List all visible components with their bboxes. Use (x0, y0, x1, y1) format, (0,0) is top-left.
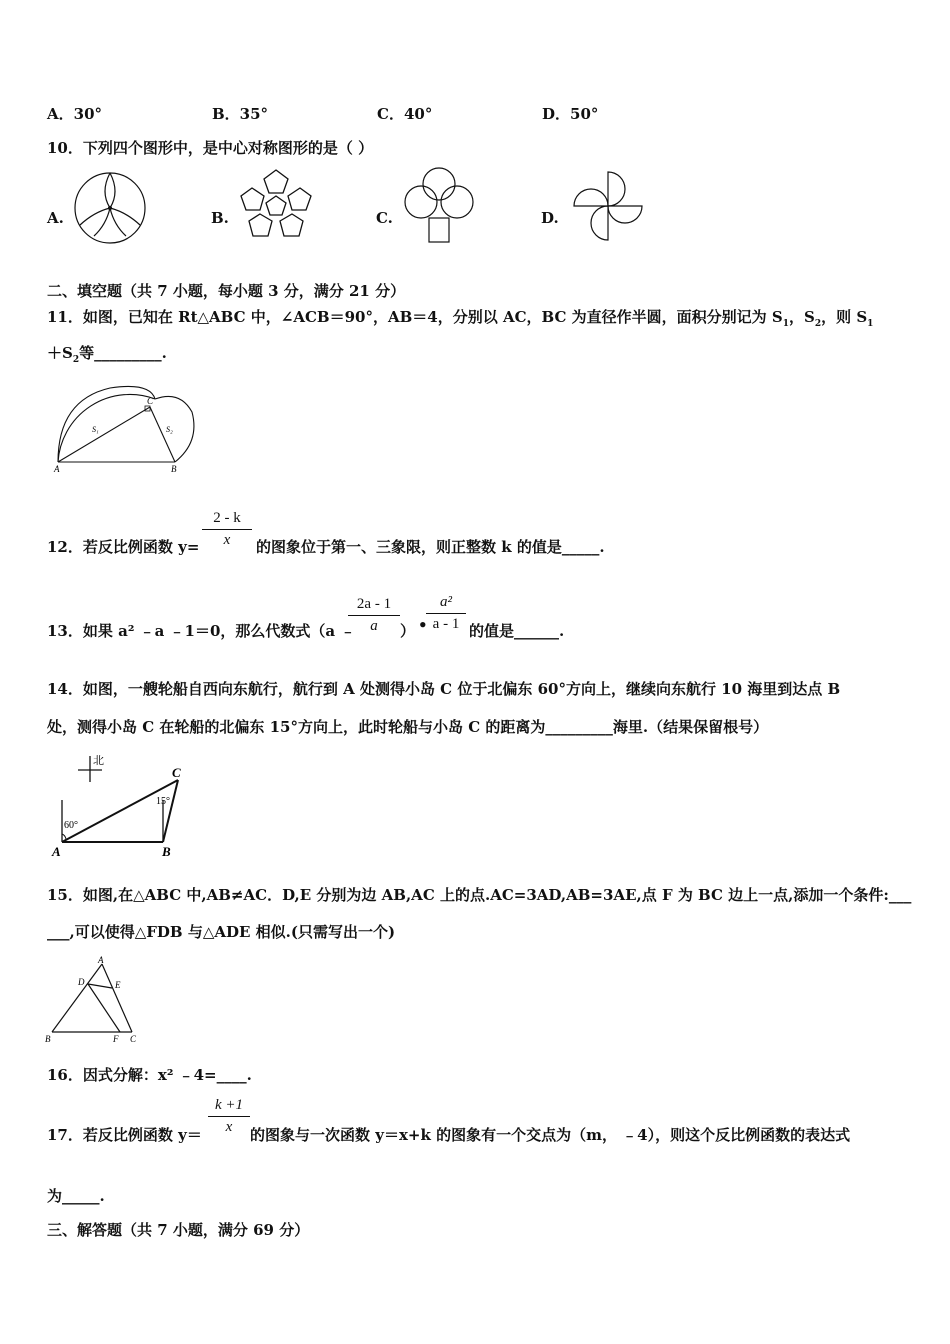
q14-angle-60: 60° (64, 820, 78, 831)
q15-label-b: B (45, 1034, 51, 1044)
q10-label-d: D. (541, 209, 559, 227)
q13-fraction-2 (426, 594, 466, 633)
q11-label-c: C (147, 396, 154, 406)
q12-prefix: 12．若反比例函数 y= (47, 538, 200, 556)
q11-label-a: A (54, 464, 60, 474)
q15-line1: 15．如图,在△ABC 中,AB≠AC．D,E 分别为边 AB,AC 上的点.AC=3AD,AB=3AE,点 F 为 BC 边上一点,添加一个条件:___ (47, 886, 912, 904)
q11-line2: $+S_2$等_________. (47, 344, 167, 365)
q11-label-s2: S₂ (166, 425, 173, 434)
q13-fraction-1 (348, 596, 400, 635)
q16: 16．因式分解：x² ﹣4=____. (47, 1066, 252, 1084)
q10-figure-b (236, 168, 316, 246)
q14-figure (50, 752, 190, 860)
option-a: A．30° (47, 105, 103, 123)
q13-suffix: 的值是______. (469, 622, 565, 640)
q17-suffix: 的图象与一次函数 y＝x+k 的图象有一个交点为（m， ﹣4），则这个反比例函数的表达式 (250, 1126, 851, 1144)
q15-label-f: F (113, 1034, 119, 1044)
q14-line2: 处，测得小岛 C 在轮船的北偏东 15°方向上，此时轮船与小岛 C 的距离为_________海里.（结果保留根号） (47, 718, 769, 736)
q11-label-s1: S₁ (92, 425, 99, 434)
q15-label-a: A (98, 955, 104, 965)
q13-close-paren: ） (400, 622, 416, 640)
q13-numerator-2: a² (440, 594, 452, 610)
q14-label-b: B (162, 844, 171, 859)
q14-north-label: 北 (93, 754, 104, 767)
q15-figure (44, 954, 144, 1046)
q10-label-b: B. (211, 209, 229, 227)
q10-figure-d (570, 168, 646, 244)
q12-suffix: 的图象位于第一、三象限，则正整数 k 的值是_____. (256, 538, 605, 556)
option-d: D．50° (542, 105, 599, 123)
section-2-heading: 二、填空题（共 7 小题，每小题 3 分，满分 21 分） (47, 282, 406, 300)
q13-prefix: 13．如果 a² ﹣a ﹣1＝0，那么代数式（a ﹣ (47, 622, 356, 640)
q17-prefix: 17．若反比例函数 y＝ (47, 1126, 202, 1144)
q14-angle-15: 15° (156, 796, 170, 807)
q13-numerator-1: 2a - 1 (356, 596, 392, 612)
option-c: C．40° (377, 105, 433, 123)
q12-numerator: 2 - k (213, 510, 241, 526)
q14-label-a: A (52, 844, 61, 859)
q14-line1: 14．如图，一艘轮船自西向东航行，航行到 A 处测得小岛 C 位于北偏东 60°方向上，继续向东航行 10 海里到达点 B (47, 680, 841, 698)
q11-figure (50, 382, 220, 474)
q15-label-c: C (130, 1034, 137, 1044)
q10-figure-c (403, 166, 475, 244)
q10-figure-a (72, 170, 148, 246)
q17-line2: 为_____. (47, 1187, 105, 1205)
q17-fraction (208, 1097, 250, 1136)
q10-stem: 10．下列四个图形中，是中心对称图形的是（ ） (47, 139, 374, 157)
q13-denominator-2: a - 1 (432, 616, 460, 632)
q13-denominator-1: a (370, 618, 378, 634)
q14-label-c: C (172, 765, 181, 780)
q15-label-d: D (78, 977, 85, 987)
section-3-heading: 三、解答题（共 7 小题，满分 69 分） (47, 1221, 310, 1239)
q15-label-e: E (115, 980, 121, 990)
q17-numerator: k +1 (214, 1097, 244, 1113)
q11-line1: 11．如图，已知在 Rt△ABC 中，∠ACB＝90°，AB＝4，分别以 AC，BC 为直径作半圆，面积分别记为 $S_1$，$S_2$，则 $S_1$ (47, 308, 874, 329)
q10-label-c: C. (376, 209, 393, 227)
q11-label-b: B (171, 464, 177, 474)
q17-denominator: x (225, 1119, 233, 1135)
q15-line2: ___,可以使得△FDB 与△ADE 相似.(只需写出一个) (47, 923, 396, 941)
q12-fraction (202, 510, 252, 549)
q12-denominator: x (223, 532, 231, 548)
q10-label-a: A. (47, 209, 64, 227)
q13-dot: • (418, 616, 428, 634)
option-b: B．35° (212, 105, 269, 123)
